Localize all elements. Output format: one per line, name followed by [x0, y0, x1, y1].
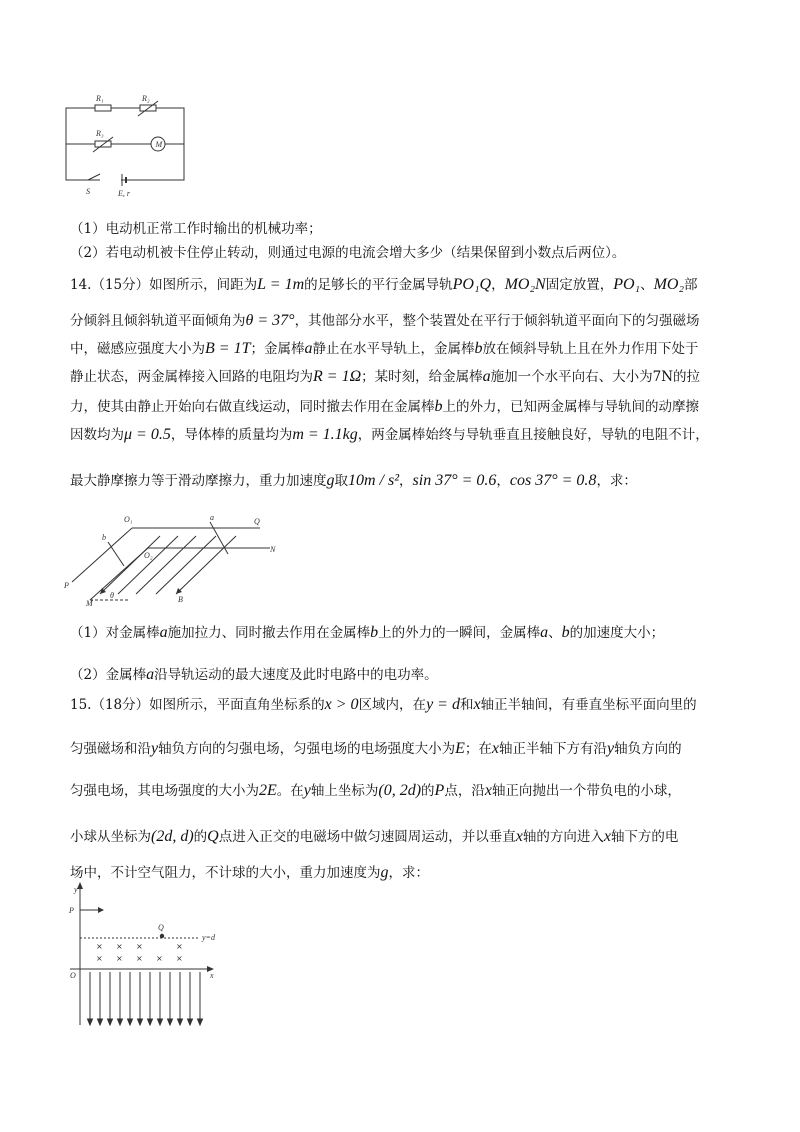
rails-label-m: M [86, 599, 93, 608]
eq-B: B = 1T [205, 340, 251, 357]
eq-m: m = 1.1kg [292, 426, 358, 443]
q14-line1: 14.（15分）如图所示，间距为L = 1m的足够长的平行金属导轨PO₁Q，MO₂N固定放置，PO₁、MO₂部 [70, 276, 698, 293]
rails-label-p: P [64, 581, 69, 590]
q15-line4: 小球从坐标为(2d, d)的Q点进入正交的电磁场中做匀速圆周运动，并以垂直x轴的方向进入x轴下方的电 [70, 828, 679, 845]
circuit-label-r1: R₁ [96, 94, 104, 103]
rails-label-o1: O₁ [124, 515, 133, 524]
field-cross: × [96, 954, 103, 963]
circuit-label-battery: E, r [118, 189, 130, 198]
fig15-label-o: O [70, 971, 76, 980]
field-arrow-head [198, 1019, 203, 1025]
field-cross: × [156, 954, 163, 963]
seg-2: MO₂ [653, 276, 685, 293]
rails-label-theta: θ [110, 591, 114, 600]
q14-line6: 因数均为μ = 0.5，导体棒的质量均为m = 1.1kg，两金属棒始终与导轨垂直且接触良好，导轨的电阻不计， [70, 426, 709, 443]
q15-line1: 15.（18分）如图所示，平面直角坐标系的x > 0区域内，在y = d和x轴正半轴间，有垂直坐标平面向里的 [70, 696, 697, 713]
field-cross: × [176, 942, 183, 951]
field-cross: × [116, 942, 123, 951]
eq-mu: μ = 0.5 [124, 426, 171, 443]
rail-1: PO₁Q [452, 276, 492, 293]
field-cross: × [96, 942, 103, 951]
field-arrow-head [178, 1019, 183, 1025]
field-arrow-head [148, 1019, 153, 1025]
eq-theta: θ = 37° [245, 312, 295, 329]
eq-cos: cos 37° = 0.8 [509, 472, 597, 489]
circuit-label-motor: M [155, 140, 163, 149]
q14-line5: 力，使其由静止开始向右做直线运动，同时撤去作用在金属棒b上的外力，已知两金属棒与导轨间的动摩擦 [70, 398, 699, 415]
rails-label-q: Q [254, 517, 260, 526]
q13-part2: （2）若电动机被卡住停止转动，则通过电源的电流会增大多少（结果保留到小数点后两位）。 [70, 245, 626, 261]
q15-line2: 匀强磁场和沿y轴负方向的匀强电场，匀强电场的电场强度大小为E；在x轴正半轴下方有沿y轴负方向的 [70, 740, 682, 757]
circuit-label-r2: R₂ [142, 94, 150, 103]
fig15-label-y: y [74, 885, 78, 894]
circuit-label-r3: R₃ [96, 129, 104, 138]
field-cross: × [176, 954, 183, 963]
eq-L: L = 1m [257, 276, 305, 293]
field-cross: × [116, 954, 123, 963]
circuit-label-switch: S [86, 187, 90, 196]
rails-label-b-field: B [178, 595, 183, 604]
fig15-label-p: P [69, 906, 74, 915]
y-axis-arrow [77, 882, 83, 889]
eq-R: R = 1Ω [313, 368, 362, 385]
field-arrow-head [118, 1019, 123, 1025]
rails-label-a: a [210, 513, 214, 522]
q14-line2: 分倾斜且倾斜轨道平面倾角为θ = 37°，其他部分水平，整个装置处在平行于倾斜轨道平面向下的匀强磁场 [70, 312, 700, 329]
eq-yd: y = d [426, 696, 460, 713]
coord-p: (0, 2d) [378, 782, 422, 799]
q14-part2: （2）金属棒a沿导轨运动的最大速度及此时电路中的电功率。 [70, 666, 438, 683]
field-cross: × [136, 942, 143, 951]
rails-label-o2: O₂ [144, 551, 153, 560]
q14-part1: （1）对金属棒a施加拉力、同时撤去作用在金属棒b上的外力的一瞬间，金属棒a、b的加速度大小； [70, 624, 665, 641]
field-arrow-head [128, 1019, 133, 1025]
fig15-label-yd: y=d [202, 933, 215, 942]
field-cross: × [136, 954, 143, 963]
field-arrow-head [158, 1019, 163, 1025]
field-arrow-head [138, 1019, 143, 1025]
q14-line4: 静止状态，两金属棒接入回路的电阻均为R = 1Ω；某时刻，给金属棒a施加一个水平向右、大小为7N的拉 [70, 368, 701, 385]
q13-part1: （1）电动机正常工作时输出的机械功率； [70, 221, 322, 237]
field-diagram [60, 880, 240, 1030]
q15-line5: 场中，不计空气阻力，不计球的大小，重力加速度为g，求： [70, 864, 429, 881]
field-arrow-head [188, 1019, 193, 1025]
field-arrow-head [98, 1019, 103, 1025]
fig15-label-q: Q [158, 923, 164, 932]
rails-label-b: b [102, 533, 106, 542]
field-arrow-head [168, 1019, 173, 1025]
q-point [160, 934, 164, 938]
q15-line3: 匀强电场，其电场强度的大小为2E。在y轴上坐标为(0, 2d)的P点，沿x轴正向抛出一个带负电的小球， [70, 782, 681, 799]
field-arrow-head [88, 1019, 93, 1025]
eq-g: 10m / s² [348, 472, 400, 489]
eq-sin: sin 37° = 0.6 [412, 472, 497, 489]
fig15-label-x: x [210, 971, 214, 980]
coord-q: (2d, d) [151, 828, 194, 845]
rail-2: MO₂N [504, 276, 546, 293]
q14-line7: 最大静摩擦力等于滑动摩擦力，重力加速度g取10m / s²，sin 37° = 0.6，cos 37° = 0.8，求： [70, 472, 637, 489]
rails-diagram [60, 508, 300, 608]
eq-x0: x > 0 [324, 696, 359, 713]
q14-line3: 中，磁感应强度大小为B = 1T；金属棒a静止在水平导轨上，金属棒b放在倾斜导轨上且在外力作用下处于 [70, 340, 699, 357]
seg-1: PO₁ [613, 276, 641, 293]
field-arrow-head [108, 1019, 113, 1025]
rails-label-n: N [270, 545, 276, 554]
circuit-diagram [60, 90, 200, 200]
